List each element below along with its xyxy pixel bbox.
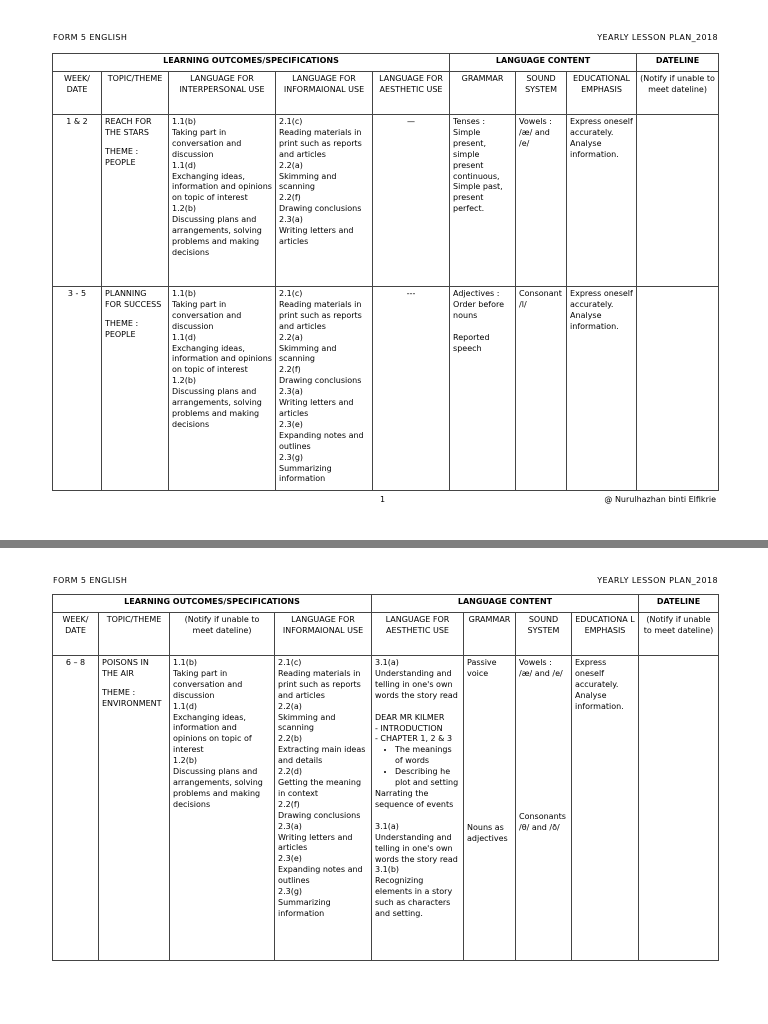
lesson-plan-table bbox=[52, 594, 719, 961]
section-language-content: LANGUAGE CONTENT bbox=[450, 54, 637, 72]
informational-cell: 2.1(c) Reading materials in print such as reports and articles 2.2(a) Skimming and scanning 2.2(f) Drawing conclusions 2.3(a) Writing letters and articles 2.3(e) Expanding notes and outlines 2.3(g) Summarizing information bbox=[276, 287, 373, 491]
header-right: YEARLY LESSON PLAN_2018 bbox=[597, 576, 718, 585]
aesthetic-cell: --- bbox=[373, 287, 450, 491]
sound-cell: Vowels : /æ/ and /e/ bbox=[516, 115, 567, 287]
week-cell: 6 – 8 bbox=[53, 656, 99, 961]
col-topic: TOPIC/THEME bbox=[102, 72, 169, 115]
topic-title: REACH FOR THE STARS bbox=[105, 117, 152, 137]
informational-cell: 2.1(c) Reading materials in print such as reports and articles 2.2(a) Skimming and scanning 2.2(b) Extracting main ideas and details 2.2(d) Getting the meaning in context 2.2(f) Drawing conclusions 2.3(a) Writing letters and articles 2.3(e) Expanding notes and outlines 2.3(g) Summarizing information bbox=[275, 656, 372, 961]
page-number: 1 bbox=[380, 495, 386, 504]
col-grammar: GRAMMAR bbox=[450, 72, 516, 115]
document-page-2 bbox=[0, 548, 768, 1024]
author-credit: @ Nurulhazhan binti Elfikrie bbox=[604, 495, 716, 504]
table-row bbox=[53, 287, 719, 491]
section-learning-outcomes: LEARNING OUTCOMES/SPECIFICATIONS bbox=[53, 595, 372, 613]
lesson-plan-table bbox=[52, 53, 719, 491]
col-week: WEEK/ DATE bbox=[53, 613, 99, 656]
col-week: WEEK/ DATE bbox=[53, 72, 102, 115]
col-grammar: GRAMMAR bbox=[464, 613, 516, 656]
col-notify: (Notify if unable to meet dateline) bbox=[170, 613, 275, 656]
topic-theme: THEME : ENVIRONMENT bbox=[102, 687, 162, 708]
informational-cell: 2.1(c) Reading materials in print such as reports and articles 2.2(a) Skimming and scanning 2.2(f) Drawing conclusions 2.3(a) Writing letters and articles bbox=[276, 115, 373, 287]
week-cell: 3 - 5 bbox=[53, 287, 102, 491]
table-row bbox=[53, 656, 719, 961]
topic-theme: THEME : PEOPLE bbox=[105, 146, 139, 167]
grammar-cell: Adjectives : Order before nouns Reported speech bbox=[450, 287, 516, 491]
sound-cell: Consonant /l/ bbox=[516, 287, 567, 491]
aesthetic-cell: 3.1(a) Understanding and telling in one's own words the story read DEAR MR KILMER - INTRODUCTION - CHAPTER 1, 2 & 3 • The meanings of words • Describing he plot and setting Narrating the sequence of events 3.1(a) Understanding and telling in one's own words the story read 3.1(b) Recognizing elements in a story such as characters and setting. bbox=[372, 656, 464, 961]
header-right: YEARLY LESSON PLAN_2018 bbox=[597, 33, 718, 42]
section-learning-outcomes: LEARNING OUTCOMES/SPECIFICATIONS bbox=[53, 54, 450, 72]
col-interpersonal: LANGUAGE FOR INTERPERSONAL USE bbox=[169, 72, 276, 115]
dateline-cell bbox=[637, 287, 719, 491]
novel-title: DEAR MR KILMER bbox=[375, 712, 445, 722]
col-topic: TOPIC/THEME bbox=[99, 613, 170, 656]
educational-cell: Express oneself accurately. Analyse information. bbox=[567, 115, 637, 287]
col-dateline-note: (Notify if unable to meet dateline) bbox=[639, 613, 719, 656]
sound-cell: Vowels : /æ/ and /e/ Consonants /θ/ and /ð/ bbox=[516, 656, 572, 961]
topic-cell bbox=[102, 287, 169, 491]
col-informational: LANGUAGE FOR INFORMAIONAL USE bbox=[276, 72, 373, 115]
educational-cell: Express oneself accurately. Analyse information. bbox=[567, 287, 637, 491]
grammar-cell: Tenses : Simple present, simple present continuous, Simple past, present perfect. bbox=[450, 115, 516, 287]
col-educational: EDUCATIONA L EMPHASIS bbox=[572, 613, 639, 656]
topic-cell bbox=[102, 115, 169, 287]
aesthetic-bullet-list bbox=[375, 745, 460, 789]
section-language-content: LANGUAGE CONTENT bbox=[372, 595, 639, 613]
col-aesthetic: LANGUAGE FOR AESTHETIC USE bbox=[372, 613, 464, 656]
header-left: FORM 5 ENGLISH bbox=[53, 576, 128, 585]
topic-cell bbox=[99, 656, 170, 961]
week-cell: 1 & 2 bbox=[53, 115, 102, 287]
section-dateline: DATELINE bbox=[639, 595, 719, 613]
interpersonal-cell: 1.1(b) Taking part in conversation and discussion 1.1(d) Exchanging ideas, information and opinions on topic of interest 1.2(b) Discussing plans and arrangements, solving problems and making decisions bbox=[169, 115, 276, 287]
interpersonal-cell: 1.1(b) Taking part in conversation and discussion 1.1(d) Exchanging ideas, information and opinions on topic of interest 1.2(b) Discussing plans and arrangements, solving problems and making decisions bbox=[169, 287, 276, 491]
col-sound: SOUND SYSTEM bbox=[516, 72, 567, 115]
col-sound: SOUND SYSTEM bbox=[516, 613, 572, 656]
col-aesthetic: LANGUAGE FOR AESTHETIC USE bbox=[373, 72, 450, 115]
col-informational: LANGUAGE FOR INFORMAIONAL USE bbox=[275, 613, 372, 656]
list-item: • The meanings of words bbox=[395, 745, 460, 767]
col-educational: EDUCATIONAL EMPHASIS bbox=[567, 72, 637, 115]
topic-theme: THEME : PEOPLE bbox=[105, 318, 139, 339]
topic-title: POISONS IN THE AIR bbox=[102, 658, 149, 678]
dateline-cell bbox=[637, 115, 719, 287]
list-item: • Describing he plot and setting bbox=[395, 767, 460, 789]
section-dateline: DATELINE bbox=[637, 54, 719, 72]
interpersonal-cell: 1.1(b) Taking part in conversation and discussion 1.1(d) Exchanging ideas, information and opinions on topic of interest 1.2(b) Discussing plans and arrangements, solving problems and making decisions bbox=[170, 656, 275, 961]
table-row bbox=[53, 115, 719, 287]
aesthetic-cell: — bbox=[373, 115, 450, 287]
header-left: FORM 5 ENGLISH bbox=[53, 33, 128, 42]
dateline-cell bbox=[639, 656, 719, 961]
educational-cell: Express oneself accurately. Analyse information. bbox=[572, 656, 639, 961]
grammar-cell: Passive voice Nouns as adjectives bbox=[464, 656, 516, 961]
topic-title: PLANNING FOR SUCCESS bbox=[105, 289, 162, 309]
col-dateline-note: (Notify if unable to meet dateline) bbox=[637, 72, 719, 115]
